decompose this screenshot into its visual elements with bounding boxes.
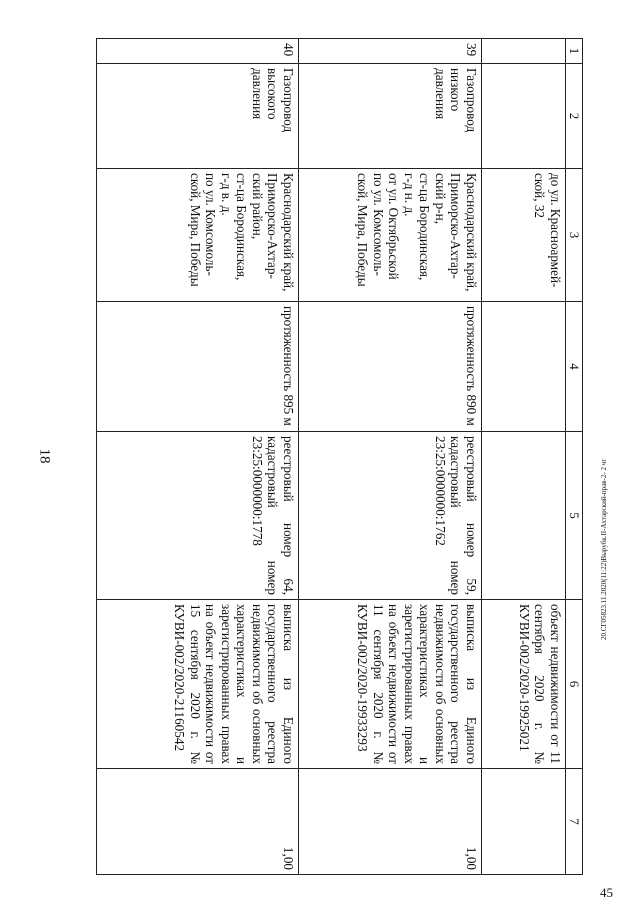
cell-name: Газопровод высокого давления bbox=[97, 64, 299, 169]
side-id-text: 20.СГ05823.11.2020(11:22)Вырубк.II-Ахтарский-прав-2- 2 чт bbox=[600, 458, 608, 640]
table-row bbox=[97, 39, 299, 875]
cell-name bbox=[482, 64, 566, 169]
table-row bbox=[299, 39, 482, 875]
table-row bbox=[482, 39, 566, 875]
cell-value: 1,00 bbox=[299, 769, 482, 875]
header-col-3: 3 bbox=[566, 169, 583, 302]
cell-num: 39 bbox=[299, 39, 482, 64]
header-col-5: 5 bbox=[566, 432, 583, 600]
cell-address: Краснодарский край, Приморско-Ахтар- ский район, ст-ца Бородинская, г-д в. д. по ул. Комсомоль- ской, Мира, Победы bbox=[97, 169, 299, 302]
cell-document: объект недвижимости от 11 сентября 2020 г. № КУВИ-002/2020-19925021 bbox=[482, 600, 566, 769]
header-col-4: 4 bbox=[566, 302, 583, 432]
page-number-top-text: 18 bbox=[36, 448, 53, 464]
cell-length bbox=[482, 302, 566, 432]
cell-num: 40 bbox=[97, 39, 299, 64]
header-col-2: 2 bbox=[566, 64, 583, 169]
cell-registry: реестровый номер 64, кадастровый номер 23:25:0000000:1778 bbox=[97, 432, 299, 600]
cell-length: протяженность 895 м bbox=[97, 302, 299, 432]
cell-num bbox=[482, 39, 566, 64]
document-side-id bbox=[600, 40, 612, 640]
table-header-row bbox=[566, 39, 583, 875]
cell-address: Краснодарский край, Приморско-Ахтар- ский р-н, ст-ца Бородинская, г-д н. д. от ул. Октябрьской по ул. Комсомоль- ской, Мира, Победы bbox=[299, 169, 482, 302]
cell-value bbox=[482, 769, 566, 875]
header-col-1: 1 bbox=[566, 39, 583, 64]
page-number-rotated bbox=[34, 450, 54, 467]
cell-length: протяженность 890 м bbox=[299, 302, 482, 432]
registry-table-area bbox=[96, 38, 583, 874]
cell-registry: реестровый номер 59, кадастровый номер 23:25:0000000:1762 bbox=[299, 432, 482, 600]
header-col-6: 6 bbox=[566, 600, 583, 769]
cell-value: 1,00 bbox=[97, 769, 299, 875]
registry-table bbox=[96, 38, 583, 875]
cell-document: выписка из Единого государственного реестра недвижимости об основных характеристиках и зарегистрированных правах на объект недвижимости от 15 сентября 2020 г. № КУВИ-002/2020-21160542 bbox=[97, 600, 299, 769]
page-number-bottom: 45 bbox=[600, 885, 613, 900]
cell-name: Газопровод низкого давления bbox=[299, 64, 482, 169]
header-col-7: 7 bbox=[566, 769, 583, 875]
cell-document: выписка из Единого государственного реестра недвижимости об основных характеристиках и зарегистрированных правах на объект недвижимости от 11 сентября 2020 г. № КУВИ-002/2020-19933293 bbox=[299, 600, 482, 769]
registry-table-rotated bbox=[96, 38, 583, 874]
cell-registry bbox=[482, 432, 566, 600]
cell-address: до ул. Красноармей- ской, 32 bbox=[482, 169, 566, 302]
